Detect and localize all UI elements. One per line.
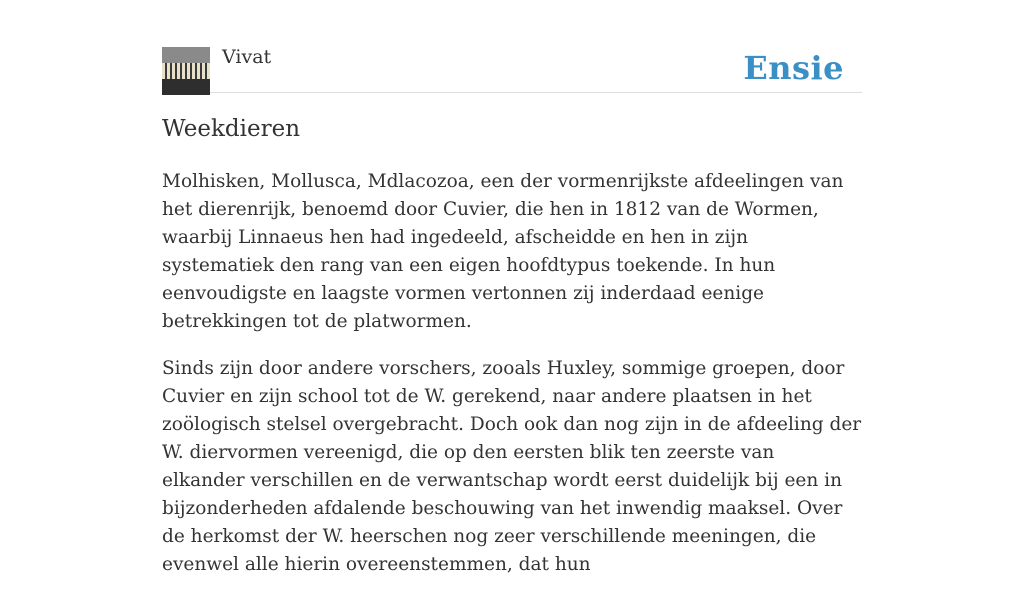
avatar-shelf-bottom bbox=[162, 79, 210, 95]
author-name[interactable]: Vivat bbox=[222, 46, 272, 68]
brand-logo[interactable]: Ensie bbox=[743, 49, 844, 87]
article-paragraph: Sinds zijn door andere vorschers, zooals Huxley, sommige groepen, door Cuvier en zijn school tot de W. gerekend, naar andere plaatsen in het zoölogisch stelsel overgebracht. Doch ook dan nog zijn in de afdeeling der W. diervormen vereenigd, die op den eersten blik ten zeerste van elkander verschillen en de verwantschap wordt eerst duidelijk bij een in bijzonderheden afdalende beschouwing van het inwendig maaksel. Over de herkomst der W. heerschen nog zeer verschillende meeningen, die evenwel alle hierin overeenstemmen, dat hun bbox=[162, 358, 862, 575]
article-paragraph: Molhisken, Mollusca, Mdlacozoa, een der vormenrijkste afdeelingen van het dierenrijk, benoemd door Cuvier, die hen in 1812 van de Wormen, waarbij Linnaeus hen had ingedeeld, afscheidde en hen in zijn systematiek den rang van een eigen hoofdtypus toekende. In hun eenvoudigste en laagste vormen vertonnen zij inderdaad eenige betrekkingen tot de platwormen. bbox=[162, 171, 844, 332]
article-body bbox=[162, 168, 862, 598]
article-title: Weekdieren bbox=[162, 116, 301, 142]
avatar-books bbox=[162, 63, 210, 79]
avatar-shelf-top bbox=[162, 47, 210, 63]
page-container bbox=[162, 0, 862, 575]
bookshelf-avatar-icon[interactable] bbox=[162, 47, 210, 95]
page-header bbox=[162, 0, 862, 93]
